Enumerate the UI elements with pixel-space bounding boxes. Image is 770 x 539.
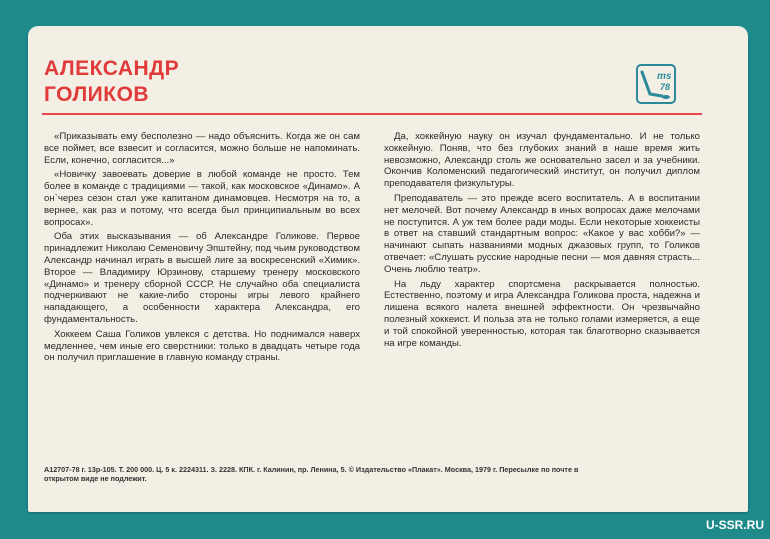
paragraph: «Приказывать ему бесполезно — надо объяснить. Когда же он сам все поймет, все взвесит и согласится, можно больше не напоминать. Если, конечно, согласится...»: [44, 131, 360, 166]
watermark: U-SSR.RU: [705, 518, 764, 532]
paragraph: Преподаватель — это прежде всего воспитатель. А в воспитании нет мелочей. Вот почему Александр в иных вопросах даже мелочами не поступится. А уж тем более ради моды. Если некоторые хоккеисты в ответ на ставший стандартным вопрос: «Какое у вас хобби?» — начинают сыпать названиями модных джазовых групп, то Голиков отвечает: «Слушать русские народные песни — моя давняя страсть... Очень люблю театр».: [384, 192, 700, 275]
title-divider: [42, 113, 702, 115]
imprint-line: открытом виде не подлежит.: [44, 474, 147, 483]
text-column-right: [384, 131, 700, 352]
publisher-imprint: [44, 465, 724, 483]
svg-text:ms: ms: [657, 71, 672, 82]
paragraph: Хоккеем Саша Голиков увлекся с детства. Но поднимался наверх медленнее, чем иные его сверстники: только в двадцать четыре года он получил приглашение в главную команду страны.: [44, 328, 360, 364]
svg-text:78: 78: [660, 82, 671, 92]
imprint-line: А12707-78 г. 13р-105. Т. 200 000. Ц. 5 к. 2224311. З. 2228. КПК. г. Калинин, пр. Ленина, 5. © Издательство «Плакат». Москва, 1979 г. Пересылке по почте в: [44, 465, 579, 474]
paragraph: На льду характер спортсмена раскрывается полностью. Естественно, поэтому и игра Александра Голикова проста, надежна и лишена всякого налета внешней эффектности. Он чрезвычайно полезный хоккеист. И польза эта не только голами измеряется, а еще и той спокойной уверенностью, которая так благотворно сказывается на игре команды.: [384, 278, 700, 349]
paragraph: Да, хоккейную науку он изучал фундаментально. И не только хоккейную. Поняв, что без глубоких знаний в наше время жить невозможно, Александр столь же основательно засел и за учебники. Окончив Коломенский педагогический институт, он получил диплом преподавателя физкультуры.: [384, 131, 700, 190]
text-column-left: [44, 131, 360, 367]
title-first-name: АЛЕКСАНДР: [44, 57, 180, 80]
paragraph: «Новичку завоевать доверие в любой команде не просто. Тем более в команде с традициями — такой, как московское «Динамо». А он`через сезон стал уже капитаном динамовцев. Несмотря на то, а вернее, как раз и потому, что всегда был принципиальным во всех вопросах».: [44, 169, 360, 228]
paragraph: Оба этих высказывания — об Александре Голикове. Первое принадлежит Николаю Семеновичу Эпштейну, под чьим руководством Александр начинал играть в высшей лиге за воскресенский «Химик». Второе — Владимиру Юрзинову, старшему тренеру московского «Динамо» и тренеру сборной СССР. Не случайно оба специалиста подчеркивают не какие-либо стороны игры левого крайнего нападающего, а особенности характера Александра, его фундаментальность.: [44, 231, 360, 325]
card-title: [44, 56, 179, 108]
hockey-stick-puck-icon: [636, 64, 676, 104]
title-last-name: ГОЛИКОВ: [44, 83, 150, 106]
